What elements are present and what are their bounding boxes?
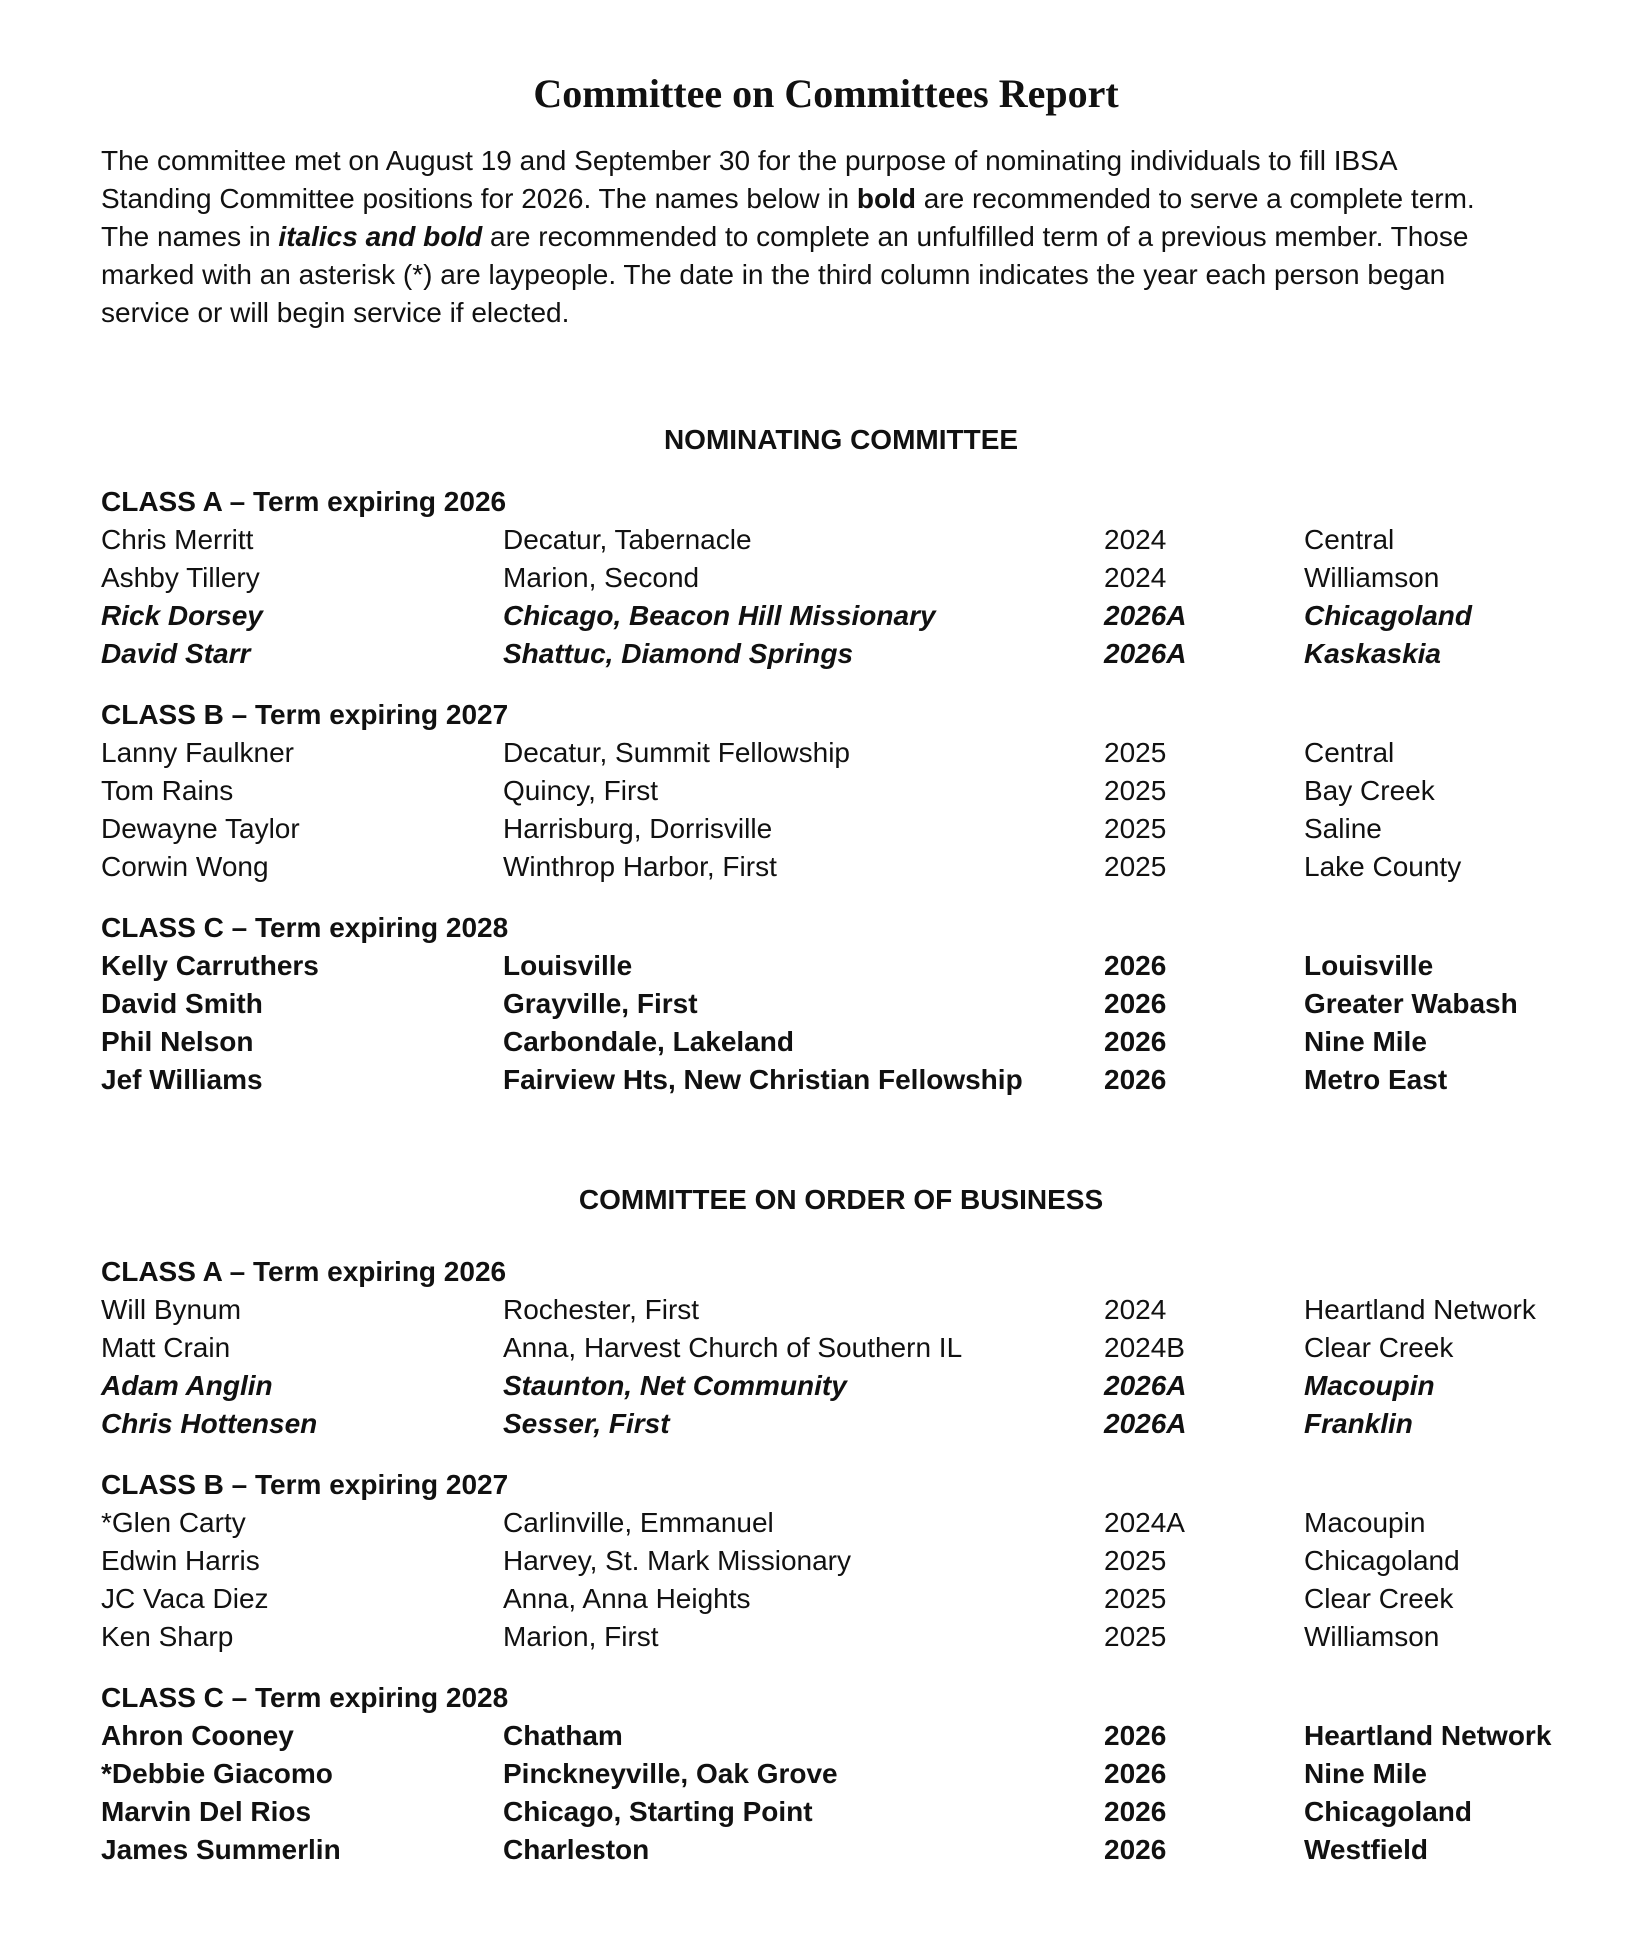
member-association: Chicagoland <box>1304 1796 1473 1827</box>
member-year: 2024A <box>1104 1507 1185 1538</box>
member-year: 2024B <box>1104 1332 1185 1363</box>
member-row <box>101 1291 1621 1329</box>
member-church: Harvey, St. Mark Missionary <box>503 1545 851 1576</box>
member-name: Matt Crain <box>101 1332 231 1363</box>
member-year: 2026 <box>1104 1834 1167 1865</box>
member-row <box>101 810 1621 848</box>
member-row <box>101 1580 1621 1618</box>
intro-bold-term: bold <box>856 183 916 214</box>
member-year: 2025 <box>1104 1545 1167 1576</box>
member-year: 2025 <box>1104 813 1167 844</box>
section-title: COMMITTEE ON ORDER OF BUSINESS <box>578 1184 1104 1215</box>
intro-line-1: The committee met on August 19 and September 30 for the purpose of nominating individuals to fill IBSA <box>101 145 1398 176</box>
member-association: Heartland Network <box>1304 1294 1536 1325</box>
class-b-block <box>101 696 1621 886</box>
intro-line-2-start: Standing Committee positions for 2026. The names below in <box>101 183 857 214</box>
class-b-block <box>101 1466 1621 1656</box>
section-nominating-committee <box>101 422 1621 1095</box>
member-church: Chicago, Beacon Hill Missionary <box>503 600 936 631</box>
member-name: James Summerlin <box>101 1834 341 1865</box>
member-association: Macoupin <box>1304 1370 1435 1401</box>
class-title: CLASS C – Term expiring 2028 <box>101 912 509 943</box>
class-title: CLASS A – Term expiring 2026 <box>101 1256 507 1287</box>
member-association: Nine Mile <box>1304 1026 1427 1057</box>
member-church: Carbondale, Lakeland <box>503 1026 794 1057</box>
member-year: 2026A <box>1104 638 1187 669</box>
member-name: Edwin Harris <box>101 1545 260 1576</box>
class-a-block <box>101 1253 1621 1443</box>
member-name: JC Vaca Diez <box>101 1583 269 1614</box>
member-association: Chicagoland <box>1304 1545 1460 1576</box>
member-row <box>101 772 1621 810</box>
member-year: 2026A <box>1104 1408 1187 1439</box>
member-year: 2025 <box>1104 775 1167 806</box>
member-church: Pinckneyville, Oak Grove <box>503 1758 838 1789</box>
member-church: Fairview Hts, New Christian Fellowship <box>503 1064 1023 1095</box>
member-association: Lake County <box>1304 851 1462 882</box>
class-title: CLASS B – Term expiring 2027 <box>101 1469 509 1500</box>
member-association: Heartland Network <box>1304 1720 1552 1751</box>
member-name: Phil Nelson <box>101 1026 254 1057</box>
member-row <box>101 1831 1621 1869</box>
member-row <box>101 734 1621 772</box>
member-year: 2026 <box>1104 1758 1167 1789</box>
member-name: David Smith <box>101 988 263 1019</box>
class-title: CLASS C – Term expiring 2028 <box>101 1682 509 1713</box>
member-name: *Debbie Giacomo <box>101 1758 333 1789</box>
member-association: Clear Creek <box>1304 1332 1454 1363</box>
member-association: Nine Mile <box>1304 1758 1427 1789</box>
intro-line-4: marked with an asterisk (*) are laypeople. The date in the third column indicates the year each person began <box>101 259 1446 290</box>
member-name: Jef Williams <box>101 1064 263 1095</box>
member-year: 2025 <box>1104 737 1167 768</box>
member-church: Charleston <box>503 1834 650 1865</box>
member-row <box>101 1618 1621 1656</box>
member-name: Kelly Carruthers <box>101 950 319 981</box>
member-association: Bay Creek <box>1304 775 1435 806</box>
member-church: Carlinville, Emmanuel <box>503 1507 774 1538</box>
member-church: Decatur, Tabernacle <box>503 524 752 555</box>
member-year: 2026 <box>1104 1064 1167 1095</box>
member-church: Sesser, First <box>503 1408 670 1439</box>
member-row <box>101 1755 1621 1793</box>
member-year: 2026 <box>1104 1796 1167 1827</box>
member-name: Marvin Del Rios <box>101 1796 312 1827</box>
member-row <box>101 1717 1621 1755</box>
intro-line-3 <box>101 218 1621 256</box>
member-year: 2025 <box>1104 1583 1167 1614</box>
member-name: Ahron Cooney <box>101 1720 294 1751</box>
intro-bold-italic-term: italics and bold <box>278 221 483 252</box>
member-name: Lanny Faulkner <box>101 737 295 768</box>
member-year: 2025 <box>1104 851 1167 882</box>
member-church: Harrisburg, Dorrisville <box>503 813 773 844</box>
member-row <box>101 848 1621 886</box>
class-c-block <box>101 909 1621 1099</box>
member-row <box>101 521 1621 559</box>
member-year: 2026 <box>1104 950 1167 981</box>
member-church: Rochester, First <box>503 1294 700 1325</box>
member-year: 2026 <box>1104 1720 1167 1751</box>
intro-paragraph <box>101 142 1621 332</box>
member-year: 2026 <box>1104 988 1167 1019</box>
member-association: Westfield <box>1304 1834 1428 1865</box>
member-name: Ashby Tillery <box>101 562 260 593</box>
member-row <box>101 947 1621 985</box>
member-year: 2025 <box>1104 1621 1167 1652</box>
member-year: 2024 <box>1104 562 1167 593</box>
member-association: Metro East <box>1304 1064 1448 1095</box>
member-church: Marion, First <box>503 1621 659 1652</box>
member-name: Chris Hottensen <box>101 1408 318 1439</box>
section-order-of-business <box>101 1182 1621 1865</box>
member-association: Macoupin <box>1304 1507 1426 1538</box>
member-row <box>101 1329 1621 1367</box>
member-church: Marion, Second <box>503 562 700 593</box>
member-association: Franklin <box>1304 1408 1413 1439</box>
section-title: NOMINATING COMMITTEE <box>663 424 1019 455</box>
member-name: Will Bynum <box>101 1294 242 1325</box>
member-association: Central <box>1304 737 1395 768</box>
member-name: Adam Anglin <box>101 1370 273 1401</box>
member-church: Louisville <box>503 950 633 981</box>
intro-line-3-start: The names in <box>101 221 279 252</box>
member-row <box>101 1367 1621 1405</box>
member-association: Williamson <box>1304 562 1440 593</box>
intro-line-3-end: are recommended to complete an unfulfilled term of a previous member. Those <box>482 221 1469 252</box>
member-church: Shattuc, Diamond Springs <box>503 638 854 669</box>
member-row <box>101 985 1621 1023</box>
report-title: Committee on Committees Report <box>533 71 1119 116</box>
class-title: CLASS A – Term expiring 2026 <box>101 486 507 517</box>
member-row <box>101 1542 1621 1580</box>
member-name: Rick Dorsey <box>101 600 263 631</box>
member-church: Staunton, Net Community <box>503 1370 847 1401</box>
intro-line-5: service or will begin service if elected. <box>101 297 570 328</box>
class-a-block <box>101 483 1621 673</box>
member-row <box>101 1023 1621 1061</box>
member-name: *Glen Carty <box>101 1507 246 1538</box>
member-church: Grayville, First <box>503 988 698 1019</box>
member-name: Chris Merritt <box>101 524 254 555</box>
member-row <box>101 559 1621 597</box>
member-name: Tom Rains <box>101 775 234 806</box>
member-row <box>101 1061 1621 1099</box>
member-church: Decatur, Summit Fellowship <box>503 737 851 768</box>
intro-line-2-end: are recommended to serve a complete term. <box>916 183 1475 214</box>
member-year: 2024 <box>1104 524 1167 555</box>
member-church: Anna, Harvest Church of Southern IL <box>503 1332 963 1363</box>
member-year: 2024 <box>1104 1294 1167 1325</box>
member-name: Ken Sharp <box>101 1621 234 1652</box>
member-row <box>101 1504 1621 1542</box>
member-association: Central <box>1304 524 1395 555</box>
member-year: 2026 <box>1104 1026 1167 1057</box>
member-association: Saline <box>1304 813 1382 844</box>
intro-line-2 <box>101 180 1621 218</box>
member-association: Clear Creek <box>1304 1583 1454 1614</box>
member-row <box>101 1405 1621 1443</box>
member-church: Anna, Anna Heights <box>503 1583 751 1614</box>
member-church: Chatham <box>503 1720 623 1751</box>
member-association: Greater Wabash <box>1304 988 1518 1019</box>
member-church: Quincy, First <box>503 775 659 806</box>
member-name: Corwin Wong <box>101 851 269 882</box>
member-name: David Starr <box>101 638 251 669</box>
member-association: Kaskaskia <box>1304 638 1442 669</box>
member-association: Williamson <box>1304 1621 1440 1652</box>
class-title: CLASS B – Term expiring 2027 <box>101 699 509 730</box>
member-year: 2026A <box>1104 1370 1187 1401</box>
member-association: Louisville <box>1304 950 1434 981</box>
member-association: Chicagoland <box>1304 600 1473 631</box>
member-row <box>101 1793 1621 1831</box>
member-row <box>101 635 1621 673</box>
class-c-block <box>101 1679 1621 1869</box>
member-name: Dewayne Taylor <box>101 813 300 844</box>
member-year: 2026A <box>1104 600 1187 631</box>
member-row <box>101 597 1621 635</box>
member-church: Winthrop Harbor, First <box>503 851 777 882</box>
member-church: Chicago, Starting Point <box>503 1796 813 1827</box>
